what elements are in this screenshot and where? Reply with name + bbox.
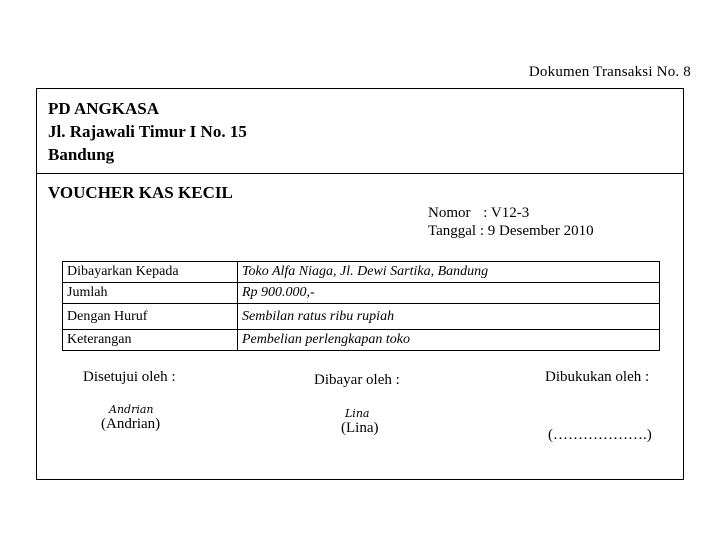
voucher-document — [36, 88, 684, 480]
recorded-title: Dibukukan oleh : — [545, 369, 650, 385]
approved-signature: Andrian — [109, 403, 154, 416]
company-address: Jl. Rajawali Timur I No. 15 — [48, 122, 247, 141]
nomor-value: : V12-3 — [483, 205, 530, 221]
detail-value: Rp 900.000,- — [238, 283, 660, 304]
company-header — [48, 97, 247, 166]
tanggal-label: Tanggal — [428, 223, 477, 239]
divider — [37, 173, 683, 174]
tanggal-row — [428, 222, 594, 240]
table-row — [63, 262, 660, 283]
paid-title: Dibayar oleh : — [314, 372, 400, 388]
recorded-name: (……………….) — [548, 427, 652, 443]
company-name: PD ANGKASA — [48, 99, 159, 118]
tanggal-value: : 9 Desember 2010 — [479, 223, 594, 239]
detail-value: Toko Alfa Niaga, Jl. Dewi Sartika, Bandung — [238, 262, 660, 283]
table-row — [63, 330, 660, 351]
detail-label: Keterangan — [63, 330, 238, 351]
detail-label: Jumlah — [63, 283, 238, 304]
approved-signature-block — [83, 369, 176, 433]
company-city: Bandung — [48, 145, 115, 164]
detail-value: Pembelian perlengkapan toko — [238, 330, 660, 351]
detail-label: Dengan Huruf — [63, 304, 238, 330]
nomor-row — [428, 204, 594, 222]
nomor-label: Nomor — [428, 205, 471, 221]
detail-label: Dibayarkan Kepada — [63, 262, 238, 283]
table-row — [63, 283, 660, 304]
voucher-meta — [428, 204, 594, 240]
paid-signature: Lina — [345, 407, 370, 420]
document-number: Dokumen Transaksi No. 8 — [528, 64, 691, 80]
detail-value: Sembilan ratus ribu rupiah — [238, 304, 660, 330]
approved-title: Disetujui oleh : — [83, 369, 176, 385]
recorded-signature-block — [545, 369, 652, 444]
voucher-details-table — [62, 261, 660, 351]
approved-name: (Andrian) — [101, 416, 161, 432]
table-row — [63, 304, 660, 330]
voucher-title: VOUCHER KAS KECIL — [48, 183, 233, 202]
paid-signature-block — [314, 372, 400, 437]
paid-name: (Lina) — [341, 420, 379, 436]
